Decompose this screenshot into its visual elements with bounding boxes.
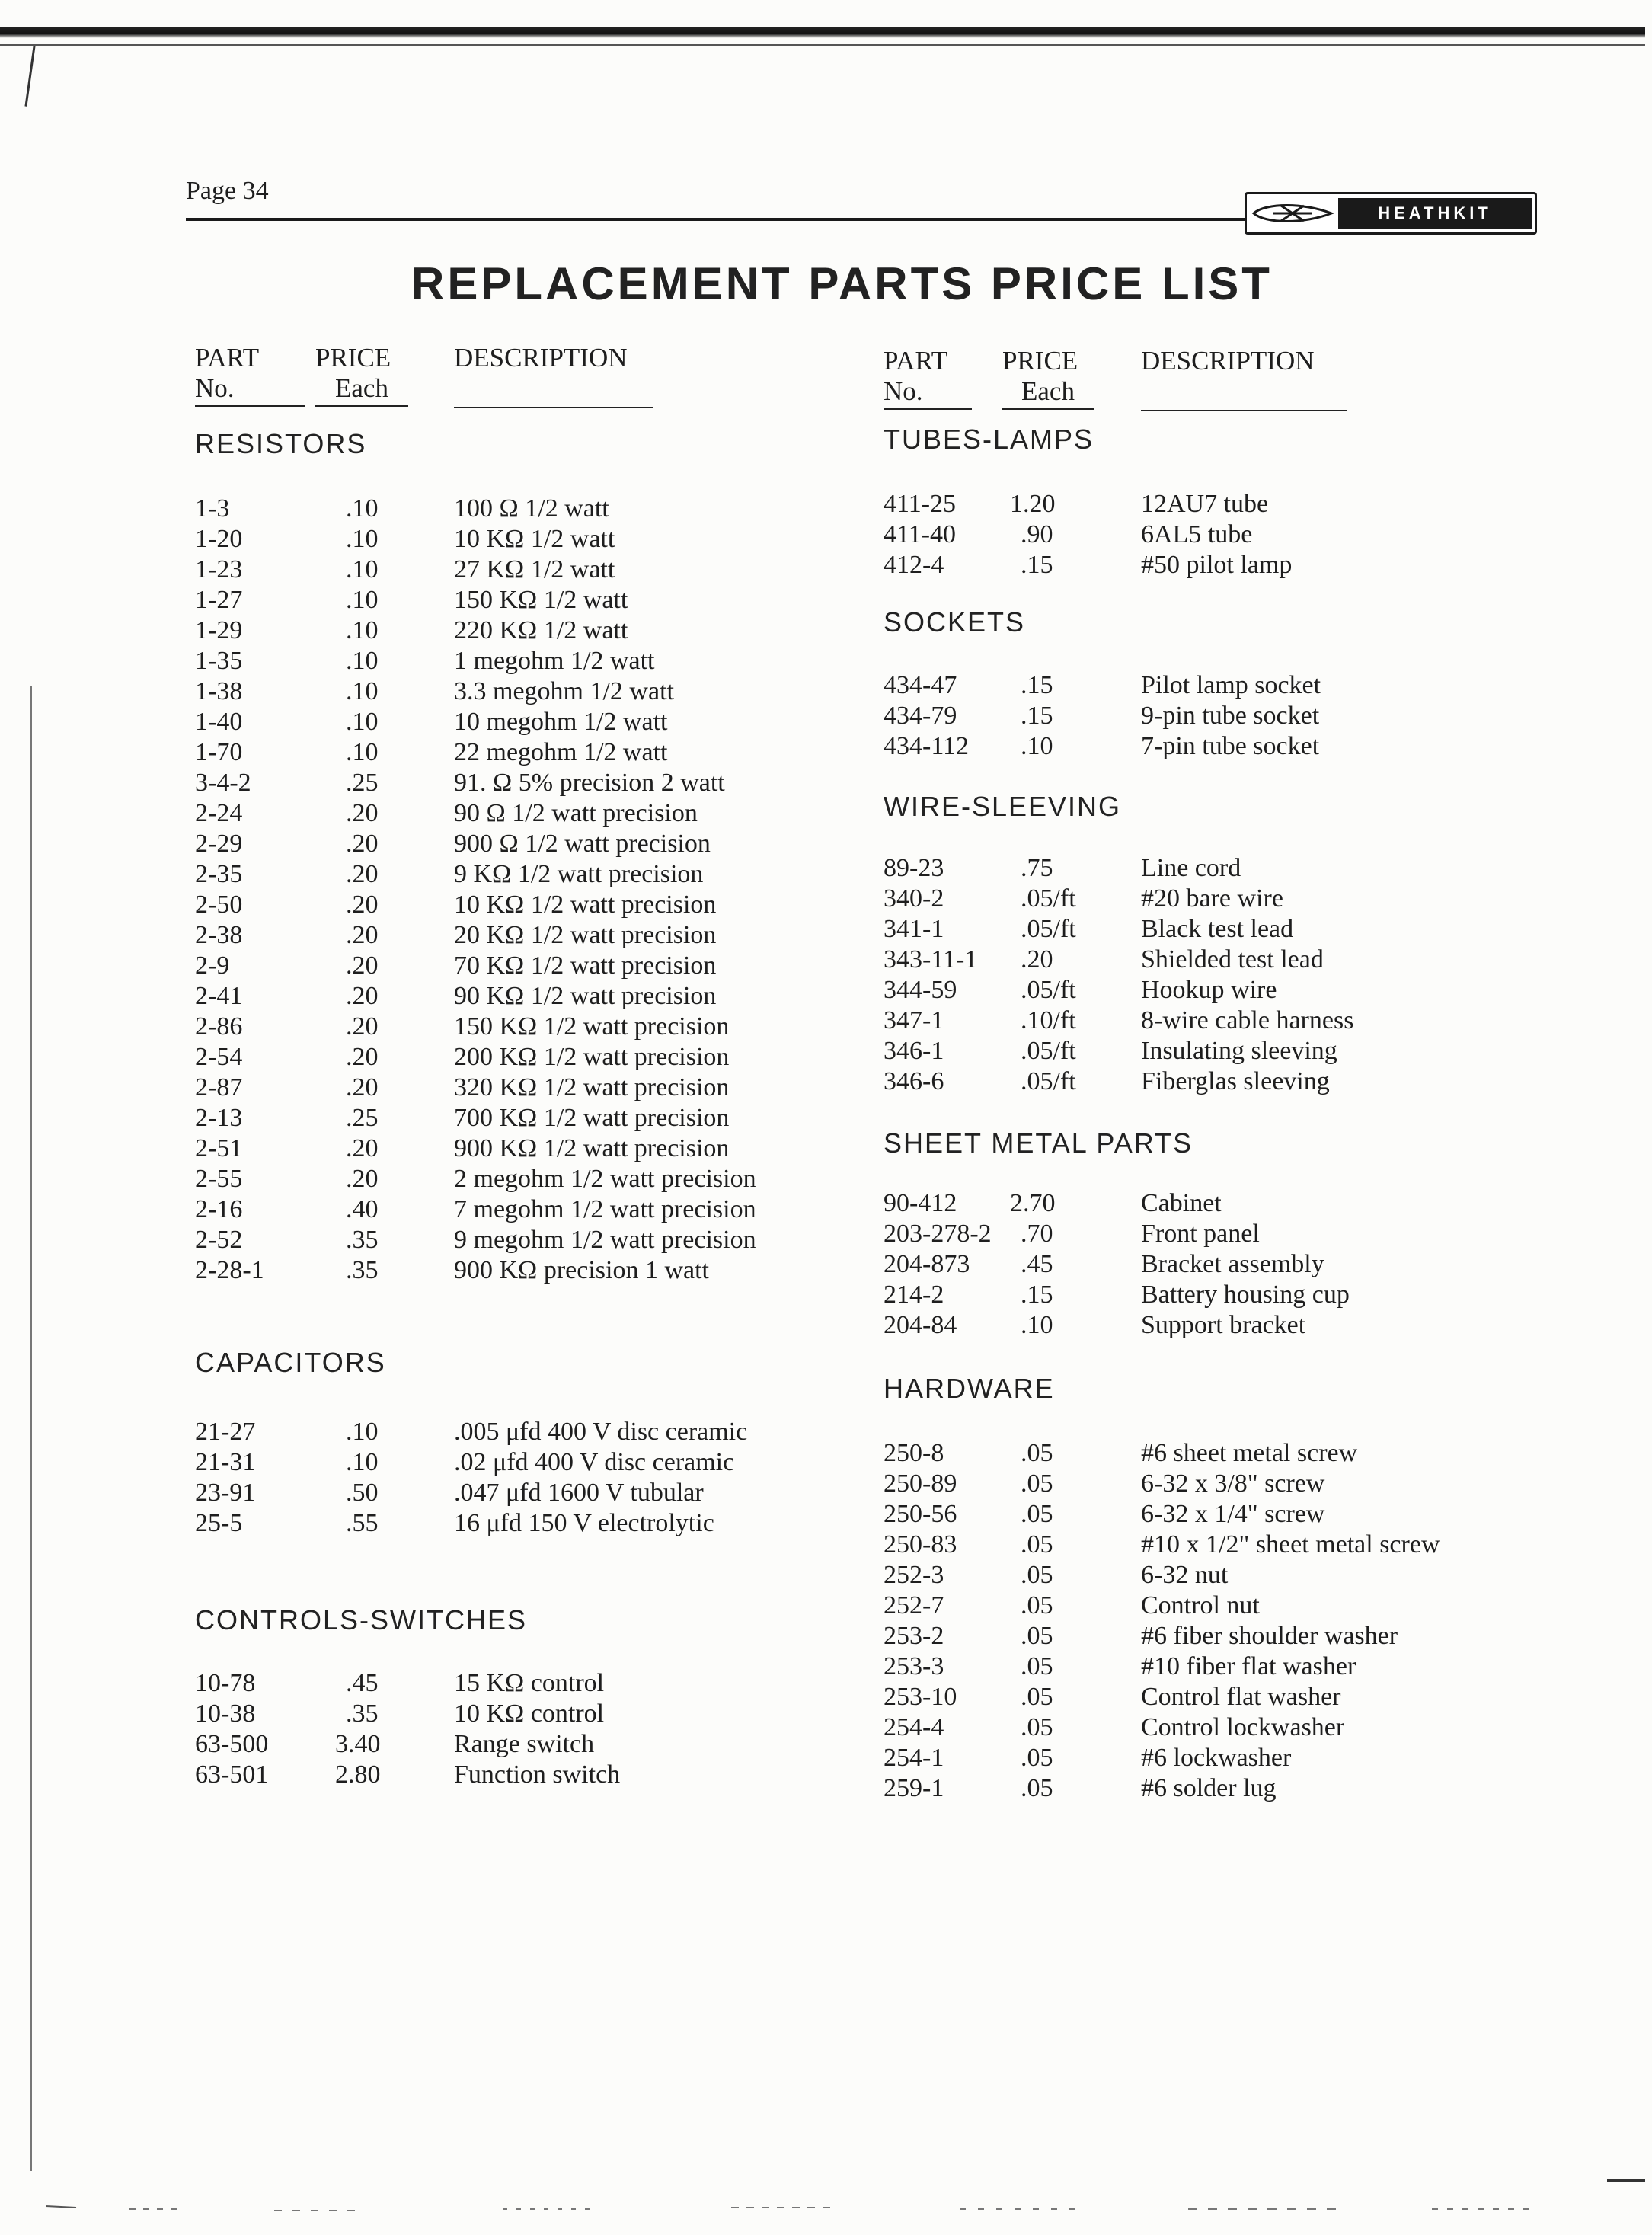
- part-price: 2.80: [335, 1760, 381, 1789]
- table-row: [195, 737, 835, 768]
- section-heading: TUBES-LAMPS: [884, 424, 1094, 455]
- part-price: .45: [1021, 1250, 1053, 1278]
- header-part: PART: [884, 346, 948, 376]
- part-description: Line cord: [1141, 854, 1241, 882]
- part-number: 3-4-2: [195, 769, 251, 797]
- table-row: [884, 1219, 1522, 1249]
- part-description: 27 KΩ 1/2 watt: [454, 555, 615, 584]
- part-number: 411-25: [884, 490, 957, 518]
- part-description: 700 KΩ 1/2 watt precision: [454, 1104, 730, 1132]
- part-price: .70: [1021, 1220, 1053, 1248]
- part-price: .20: [346, 982, 379, 1010]
- table-row: [195, 524, 835, 555]
- part-price: .10: [346, 525, 379, 553]
- part-price: .10: [346, 647, 379, 675]
- table-row: [884, 1469, 1522, 1499]
- part-description: 6-32 x 3/8" screw: [1141, 1469, 1325, 1498]
- part-description: 3.3 megohm 1/2 watt: [454, 677, 674, 705]
- part-price: .05: [1021, 1652, 1053, 1680]
- part-price: .50: [346, 1479, 379, 1507]
- part-description: #6 fiber shoulder washer: [1141, 1622, 1398, 1650]
- margin-mark: [30, 686, 32, 2171]
- part-price: .15: [1021, 702, 1053, 730]
- table-row: [195, 585, 835, 616]
- part-description: 16 μfd 150 V electrolytic: [454, 1509, 714, 1537]
- part-price: .05: [1021, 1622, 1053, 1650]
- part-description: 100 Ω 1/2 watt: [454, 494, 609, 523]
- table-row: [195, 1255, 835, 1286]
- part-price: .10: [346, 616, 379, 644]
- part-number: 2-29: [195, 830, 243, 858]
- table-row: [195, 616, 835, 646]
- part-number: 346-6: [884, 1067, 944, 1095]
- part-price: .35: [346, 1226, 379, 1254]
- header-price: PRICE: [315, 343, 391, 372]
- part-price: .05: [1021, 1530, 1053, 1559]
- part-description: 6-32 x 1/4" screw: [1141, 1500, 1325, 1528]
- part-price: .10: [346, 494, 379, 523]
- part-description: 220 KΩ 1/2 watt: [454, 616, 628, 644]
- part-number: 2-51: [195, 1134, 243, 1162]
- part-price: .20: [346, 1043, 379, 1071]
- part-price: 2.70: [1010, 1189, 1056, 1217]
- part-number: 204-84: [884, 1311, 957, 1339]
- part-description: 90 Ω 1/2 watt precision: [454, 799, 698, 827]
- table-row: [195, 1073, 835, 1103]
- part-number: 2-86: [195, 1012, 243, 1041]
- table-row: [195, 981, 835, 1012]
- table-row: [884, 1006, 1522, 1036]
- part-description: .02 μfd 400 V disc ceramic: [454, 1448, 735, 1476]
- section-heading: RESISTORS: [195, 428, 367, 459]
- table-row: [884, 1249, 1522, 1280]
- part-description: 900 Ω 1/2 watt precision: [454, 830, 711, 858]
- part-description: Bracket assembly: [1141, 1250, 1324, 1278]
- part-description: #10 fiber flat washer: [1141, 1652, 1356, 1680]
- table-row: [195, 1478, 835, 1508]
- part-number: 21-27: [195, 1418, 256, 1446]
- part-description: Battery housing cup: [1141, 1281, 1350, 1309]
- part-description: 12AU7 tube: [1141, 490, 1269, 518]
- part-description: 15 KΩ control: [454, 1669, 605, 1697]
- part-price: .05/ft: [1021, 1037, 1076, 1065]
- part-description: Insulating sleeving: [1141, 1037, 1337, 1065]
- table-row: [195, 920, 835, 951]
- part-price: .75: [1021, 854, 1053, 882]
- part-number: 250-83: [884, 1530, 957, 1559]
- header-description: DESCRIPTION: [454, 343, 628, 372]
- part-number: 1-70: [195, 738, 243, 766]
- part-number: 411-40: [884, 520, 957, 548]
- table-row: [195, 1417, 835, 1447]
- table-row: [884, 1682, 1522, 1712]
- table-row: [195, 951, 835, 981]
- part-number: 254-1: [884, 1744, 944, 1772]
- table-row: [195, 798, 835, 829]
- part-price: .05/ft: [1021, 976, 1076, 1004]
- table-row: [195, 1012, 835, 1042]
- table-row: [884, 1530, 1522, 1560]
- part-price: .15: [1021, 551, 1053, 579]
- part-description: Shielded test lead: [1141, 945, 1324, 974]
- part-price: .20: [346, 921, 379, 949]
- part-number: 1-3: [195, 494, 230, 523]
- table-row: [195, 676, 835, 707]
- part-price: .55: [346, 1509, 379, 1537]
- part-description: Cabinet: [1141, 1189, 1222, 1217]
- part-description: 10 KΩ 1/2 watt: [454, 525, 615, 553]
- part-description: Control flat washer: [1141, 1683, 1341, 1711]
- part-description: #20 bare wire: [1141, 884, 1283, 913]
- part-number: 346-1: [884, 1037, 944, 1065]
- part-description: Fiberglas sleeving: [1141, 1067, 1330, 1095]
- part-price: .10: [346, 1418, 379, 1446]
- part-price: .35: [346, 1256, 379, 1284]
- part-description: 10 KΩ control: [454, 1699, 605, 1728]
- header-description: DESCRIPTION: [1141, 346, 1315, 376]
- part-number: 434-112: [884, 732, 970, 760]
- part-price: .15: [1021, 671, 1053, 699]
- part-price: .10: [346, 738, 379, 766]
- table-row: [884, 884, 1522, 914]
- part-price: .25: [346, 769, 379, 797]
- part-number: 1-29: [195, 616, 243, 644]
- table-row: [884, 1036, 1522, 1066]
- heathkit-emblem-icon: [1247, 197, 1338, 230]
- header-rule: [186, 218, 1245, 221]
- table-row: [884, 701, 1522, 731]
- page-number: Page 34: [186, 177, 269, 205]
- part-price: .90: [1021, 520, 1053, 548]
- table-row: [195, 768, 835, 798]
- part-description: 90 KΩ 1/2 watt precision: [454, 982, 717, 1010]
- part-description: 70 KΩ 1/2 watt precision: [454, 951, 717, 980]
- part-price: .20: [346, 830, 379, 858]
- table-row: [884, 1310, 1522, 1341]
- part-number: 2-55: [195, 1165, 243, 1193]
- margin-mark: [1607, 2179, 1645, 2182]
- part-description: 900 KΩ precision 1 watt: [454, 1256, 709, 1284]
- table-row: [195, 1729, 835, 1760]
- part-number: 344-59: [884, 976, 957, 1004]
- scan-footer-marks: [46, 2201, 1615, 2217]
- brand-logo: [1245, 192, 1537, 235]
- part-number: 2-24: [195, 799, 243, 827]
- table-row: [884, 945, 1522, 975]
- part-description: .005 μfd 400 V disc ceramic: [454, 1418, 748, 1446]
- part-number: 2-50: [195, 890, 243, 919]
- part-description: 22 megohm 1/2 watt: [454, 738, 668, 766]
- part-number: 89-23: [884, 854, 944, 882]
- table-row: [884, 550, 1522, 580]
- part-description: Front panel: [1141, 1220, 1260, 1248]
- part-price: 1.20: [1010, 490, 1056, 518]
- header-part: PART: [195, 343, 260, 372]
- part-price: .05: [1021, 1774, 1053, 1802]
- table-row: [884, 1712, 1522, 1743]
- part-description: 20 KΩ 1/2 watt precision: [454, 921, 717, 949]
- table-row: [195, 1508, 835, 1539]
- part-number: 253-10: [884, 1683, 957, 1711]
- part-number: 1-40: [195, 708, 243, 736]
- part-number: 25-5: [195, 1509, 243, 1537]
- part-price: .05: [1021, 1469, 1053, 1498]
- part-number: 259-1: [884, 1774, 944, 1802]
- part-number: 434-79: [884, 702, 957, 730]
- part-description: 9 megohm 1/2 watt precision: [454, 1226, 756, 1254]
- part-price: .05: [1021, 1591, 1053, 1619]
- table-row: [195, 494, 835, 524]
- part-number: 203-278-2: [884, 1220, 992, 1248]
- part-number: 23-91: [195, 1479, 256, 1507]
- table-row: [195, 890, 835, 920]
- part-number: 2-28-1: [195, 1256, 264, 1284]
- part-number: 434-47: [884, 671, 957, 699]
- part-description: 6-32 nut: [1141, 1561, 1229, 1589]
- table-row: [195, 1668, 835, 1699]
- part-description: Range switch: [454, 1730, 595, 1758]
- part-description: 8-wire cable harness: [1141, 1006, 1354, 1034]
- part-description: #6 sheet metal screw: [1141, 1439, 1358, 1467]
- part-number: 10-78: [195, 1669, 256, 1697]
- table-row: [195, 859, 835, 890]
- part-description: 9-pin tube socket: [1141, 702, 1320, 730]
- part-description: 2 megohm 1/2 watt precision: [454, 1165, 756, 1193]
- part-price: .10: [1021, 1311, 1053, 1339]
- part-number: 1-20: [195, 525, 243, 553]
- table-row: [884, 1560, 1522, 1591]
- header-price-sub: Each: [1002, 376, 1094, 410]
- part-number: 2-13: [195, 1104, 243, 1132]
- table-row: [884, 670, 1522, 701]
- part-number: 250-89: [884, 1469, 957, 1498]
- part-price: .20: [346, 1012, 379, 1041]
- table-row: [884, 1621, 1522, 1651]
- part-description: 900 KΩ 1/2 watt precision: [454, 1134, 730, 1162]
- table-row: [884, 520, 1522, 550]
- brand-name: HEATHKIT: [1338, 198, 1532, 229]
- part-price: .05: [1021, 1683, 1053, 1711]
- table-row: [195, 829, 835, 859]
- part-number: 63-501: [195, 1760, 269, 1789]
- part-number: 2-52: [195, 1226, 243, 1254]
- part-description: Pilot lamp socket: [1141, 671, 1321, 699]
- table-row: [884, 1773, 1522, 1804]
- part-description: 9 KΩ 1/2 watt precision: [454, 860, 704, 888]
- table-row: [884, 1188, 1522, 1219]
- table-row: [884, 1499, 1522, 1530]
- scan-edge-bar: [0, 27, 1645, 38]
- part-description: .047 μfd 1600 V tubular: [454, 1479, 704, 1507]
- part-description: Hookup wire: [1141, 976, 1277, 1004]
- part-price: .20: [1021, 945, 1053, 974]
- part-price: .20: [346, 1073, 379, 1102]
- header-price-sub: Each: [315, 373, 408, 407]
- part-price: .05/ft: [1021, 884, 1076, 913]
- part-description: #6 solder lug: [1141, 1774, 1277, 1802]
- table-row: [884, 1591, 1522, 1621]
- header-description-rule: [454, 407, 653, 408]
- part-price: .10: [346, 586, 379, 614]
- table-row: [195, 1447, 835, 1478]
- part-description: 320 KΩ 1/2 watt precision: [454, 1073, 730, 1102]
- part-description: Support bracket: [1141, 1311, 1306, 1339]
- part-number: 250-56: [884, 1500, 957, 1528]
- table-row: [884, 853, 1522, 884]
- table-row: [884, 975, 1522, 1006]
- part-description: 10 megohm 1/2 watt: [454, 708, 668, 736]
- part-price: .05/ft: [1021, 1067, 1076, 1095]
- part-number: 214-2: [884, 1281, 944, 1309]
- part-number: 21-31: [195, 1448, 256, 1476]
- section-heading: HARDWARE: [884, 1373, 1055, 1404]
- part-number: 63-500: [195, 1730, 269, 1758]
- part-price: .10: [1021, 732, 1053, 760]
- part-price: .15: [1021, 1281, 1053, 1309]
- part-description: 6AL5 tube: [1141, 520, 1253, 548]
- page-title: REPLACEMENT PARTS PRICE LIST: [411, 258, 1273, 309]
- part-price: .20: [346, 890, 379, 919]
- part-description: Control lockwasher: [1141, 1713, 1345, 1741]
- section-heading: CAPACITORS: [195, 1347, 386, 1378]
- part-number: 2-16: [195, 1195, 243, 1223]
- part-number: 412-4: [884, 551, 944, 579]
- part-description: 150 KΩ 1/2 watt precision: [454, 1012, 730, 1041]
- part-price: .10: [346, 555, 379, 584]
- header-description-rule: [1141, 410, 1347, 411]
- part-number: 347-1: [884, 1006, 944, 1034]
- part-number: 2-54: [195, 1043, 243, 1071]
- part-number: 2-9: [195, 951, 230, 980]
- table-row: [884, 731, 1522, 762]
- part-number: 10-38: [195, 1699, 256, 1728]
- table-row: [884, 1438, 1522, 1469]
- section-heading: SHEET METAL PARTS: [884, 1127, 1193, 1159]
- margin-mark: [24, 46, 35, 107]
- part-number: 90-412: [884, 1189, 957, 1217]
- part-description: #6 lockwasher: [1141, 1744, 1292, 1772]
- part-number: 2-41: [195, 982, 243, 1010]
- part-price: .10: [346, 708, 379, 736]
- part-price: .20: [346, 1165, 379, 1193]
- table-row: [884, 1651, 1522, 1682]
- part-description: 10 KΩ 1/2 watt precision: [454, 890, 717, 919]
- part-number: 1-38: [195, 677, 243, 705]
- part-price: .10/ft: [1021, 1006, 1076, 1034]
- part-price: .45: [346, 1669, 379, 1697]
- part-description: 1 megohm 1/2 watt: [454, 647, 655, 675]
- part-price: 3.40: [335, 1730, 381, 1758]
- part-description: 91. Ω 5% precision 2 watt: [454, 769, 725, 797]
- part-number: 343-11-1: [884, 945, 978, 974]
- header-price: PRICE: [1002, 346, 1078, 376]
- part-description: #50 pilot lamp: [1141, 551, 1293, 579]
- part-description: 7-pin tube socket: [1141, 732, 1320, 760]
- part-number: 250-8: [884, 1439, 944, 1467]
- part-number: 2-87: [195, 1073, 243, 1102]
- table-row: [195, 1194, 835, 1225]
- part-number: 2-38: [195, 921, 243, 949]
- part-number: 1-35: [195, 647, 243, 675]
- part-price: .05: [1021, 1500, 1053, 1528]
- part-number: 253-2: [884, 1622, 944, 1650]
- header-part-sub: No.: [884, 376, 972, 410]
- part-number: 2-35: [195, 860, 243, 888]
- table-row: [195, 646, 835, 676]
- part-number: 253-3: [884, 1652, 944, 1680]
- part-number: 252-3: [884, 1561, 944, 1589]
- part-description: Function switch: [454, 1760, 621, 1789]
- part-price: .35: [346, 1699, 379, 1728]
- table-row: [195, 555, 835, 585]
- part-description: 200 KΩ 1/2 watt precision: [454, 1043, 730, 1071]
- part-price: .20: [346, 951, 379, 980]
- header-part-sub: No.: [195, 373, 305, 407]
- part-number: 341-1: [884, 915, 944, 943]
- part-price: .20: [346, 860, 379, 888]
- table-row: [884, 1066, 1522, 1097]
- table-row: [195, 1103, 835, 1133]
- table-row: [195, 707, 835, 737]
- part-price: .05: [1021, 1439, 1053, 1467]
- table-row: [195, 1164, 835, 1194]
- part-price: .05: [1021, 1713, 1053, 1741]
- table-row: [195, 1225, 835, 1255]
- part-price: .10: [346, 677, 379, 705]
- part-number: 204-873: [884, 1250, 970, 1278]
- part-description: 7 megohm 1/2 watt precision: [454, 1195, 756, 1223]
- part-price: .20: [346, 1134, 379, 1162]
- section-heading: SOCKETS: [884, 606, 1026, 638]
- table-row: [884, 914, 1522, 945]
- part-description: 150 KΩ 1/2 watt: [454, 586, 628, 614]
- part-price: .40: [346, 1195, 379, 1223]
- table-row: [195, 1760, 835, 1790]
- part-price: .25: [346, 1104, 379, 1132]
- part-number: 340-2: [884, 884, 944, 913]
- table-row: [195, 1133, 835, 1164]
- table-row: [884, 1743, 1522, 1773]
- part-price: .10: [346, 1448, 379, 1476]
- section-heading: CONTROLS-SWITCHES: [195, 1604, 528, 1635]
- part-number: 1-23: [195, 555, 243, 584]
- part-price: .05: [1021, 1561, 1053, 1589]
- table-row: [884, 1280, 1522, 1310]
- section-heading: WIRE-SLEEVING: [884, 791, 1122, 822]
- table-row: [195, 1042, 835, 1073]
- scan-edge-line: [0, 44, 1645, 46]
- table-row: [195, 1699, 835, 1729]
- part-description: Control nut: [1141, 1591, 1260, 1619]
- part-description: #10 x 1/2" sheet metal screw: [1141, 1530, 1440, 1559]
- part-number: 254-4: [884, 1713, 944, 1741]
- part-price: .05/ft: [1021, 915, 1076, 943]
- table-row: [884, 489, 1522, 520]
- part-number: 252-7: [884, 1591, 944, 1619]
- part-description: Black test lead: [1141, 915, 1294, 943]
- part-price: .20: [346, 799, 379, 827]
- part-price: .05: [1021, 1744, 1053, 1772]
- part-number: 1-27: [195, 586, 243, 614]
